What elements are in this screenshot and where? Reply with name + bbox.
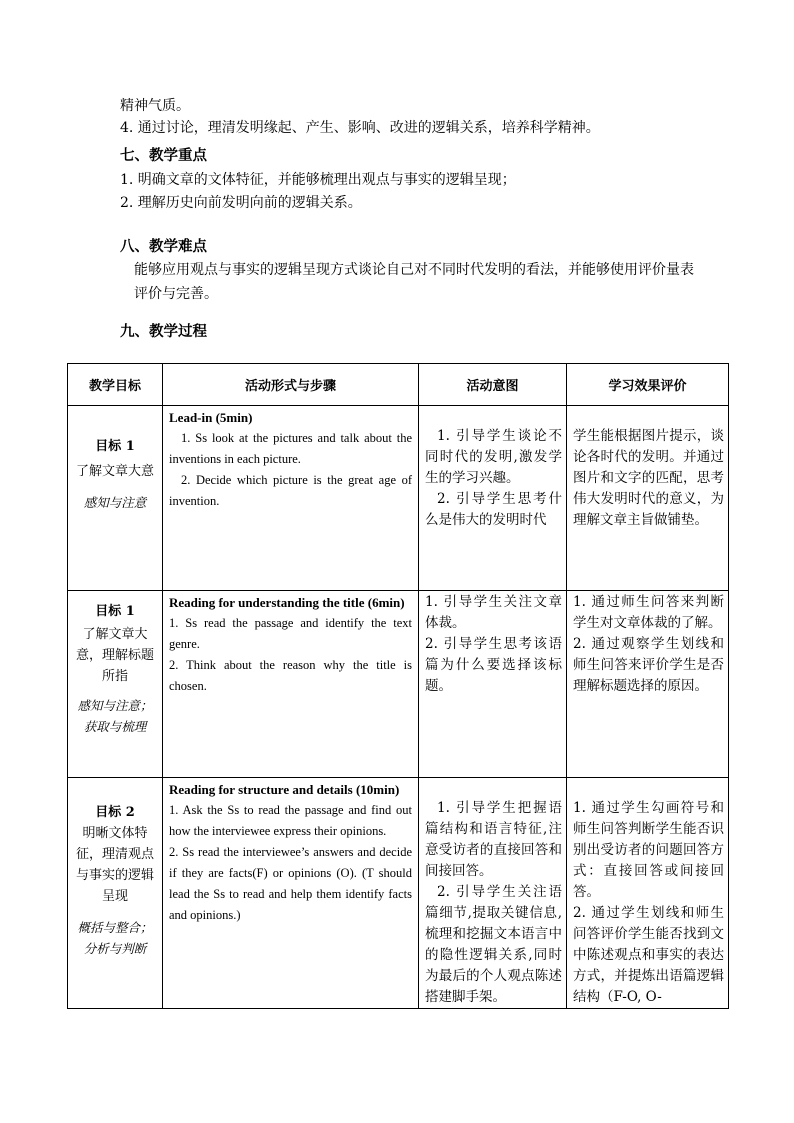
header-activity: 活动形式与步骤 [163,364,419,406]
difficulties-heading: 八、教学难点 [120,238,207,255]
goal-cell [68,591,163,778]
goal-label: 目标 1 [95,439,135,454]
activity-step: 1. Ss read the passage and identify the text genre. [169,616,412,651]
intent-cell [419,778,567,1009]
table-row [68,778,729,1009]
activity-cell [163,406,419,591]
header-evaluation: 学习效果评价 [567,364,729,406]
key-point-item-1: 1. 明确文章的文体特征，并能够梳理出观点与事实的逻辑呈现； [120,172,516,188]
intent-cell [419,406,567,591]
process-heading: 九、教学过程 [120,323,207,340]
goal-label: 目标 1 [95,604,135,619]
difficulties-text: 能够应用观点与事实的逻辑呈现方式谈论自己对不同时代发明的看法，并能够使用评价量表评价与完善。 [134,262,694,302]
activity-cell [163,778,419,1009]
goal-skill: 概括与整合；分析与判断 [77,920,153,956]
goal-text: 明晰文体特征，理清观点与事实的逻辑呈现 [75,826,154,904]
table-header-row [68,364,729,406]
activity-cell [163,591,419,778]
activity-step: 2. Decide which picture is the great age of invention. [169,473,412,508]
evaluation-cell: 1. 通过学生勾画符号和师生问答判断学生能否识别出受访者的问题回答方式：直接回答或间接回答。 2. 通过学生划线和师生问答评价学生能否找到文中陈述观点和事实的表达方式，并提炼出语篇逻辑结构（F-O, O- [567,778,729,1009]
goal-skill: 感知与注意；获取与梳理 [77,698,153,734]
goal-cell [68,778,163,1009]
table-row [68,406,729,591]
activity-title: Lead-in (5min) [169,410,253,425]
goal-cell [68,406,163,591]
key-points-heading: 七、教学重点 [120,147,207,164]
header-intent: 活动意图 [419,364,567,406]
goal-text: 了解文章大意，理解标题所指 [75,627,154,684]
intent-item: 1. 引导学生关注文章体裁。 [425,594,562,631]
activity-title: Reading for structure and details (10min) [169,782,400,797]
intent-item: 2. 引导学生关注语篇细节,提取关键信息,梳理和挖掘文本语言中的隐性逻辑关系,同时为最后的个人观点陈述搭建脚手架。 [425,884,562,1005]
goal-skill: 感知与注意 [83,495,147,510]
activity-step: 2. Ss read the interviewee’s answers and decide if they are facts(F) or opinions (O). (T should lead the Ss to read and help them identify facts and opinions.) [169,845,412,922]
evaluation-cell: 1. 通过师生问答来判断学生对文章体裁的了解。 2. 通过观察学生划线和师生问答来评价学生是否理解标题选择的原因。 [567,591,729,778]
header-goal: 教学目标 [68,364,163,406]
intent-item: 2. 引导学生思考该语篇为什么要选择该标题。 [425,636,562,694]
evaluation-cell: 学生能根据图片提示，谈论各时代的发明。并通过图片和文字的匹配，思考伟大发明时代的意义，为理解文章主旨做铺垫。 [567,406,729,591]
goal-text: 了解文章大意 [75,464,154,479]
intent-item: 1. 引导学生把握语篇结构和语言特征,注意受访者的直接回答和间接回答。 [425,800,562,879]
intent-item: 1. 引导学生谈论不同时代的发明,激发学生的学习兴趣。 [425,428,562,486]
intent-cell [419,591,567,778]
intent-item: 2. 引导学生思考什么是伟大的发明时代 [425,491,562,528]
key-point-item-2: 2. 理解历史向前发明向前的逻辑关系。 [120,195,362,211]
table-row [68,591,729,778]
activity-step: 1. Ss look at the pictures and talk about the inventions in each picture. [169,431,412,466]
activity-step: 2. Think about the reason why the title is chosen. [169,658,412,693]
activity-step: 1. Ask the Ss to read the passage and find out how the interviewee express their opinions. [169,803,412,838]
activity-title: Reading for understanding the title (6min) [169,595,405,610]
intro-line-2: 4. 通过讨论，理清发明缘起、产生、影响、改进的逻辑关系，培养科学精神。 [120,120,600,136]
intro-line-1: 精神气质。 [120,98,190,114]
goal-label: 目标 2 [95,805,135,820]
teaching-process-table [67,363,729,1009]
